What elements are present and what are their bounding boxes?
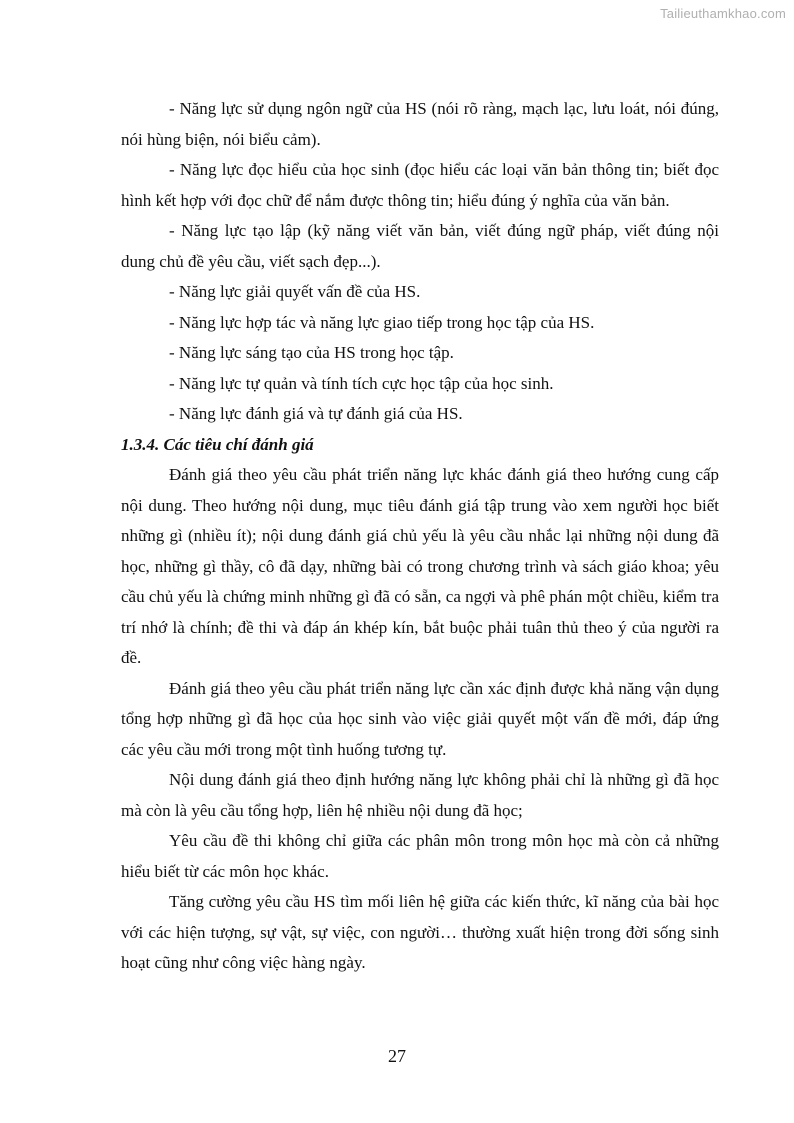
paragraph-content-vs-competence: Đánh giá theo yêu cầu phát triển năng lực khác đánh giá theo hướng cung cấp nội dung. Theo hướng nội dung, mục tiêu đánh giá tập trung vào xem người học biết những gì (nhiều ít); nội dung đánh giá chủ yếu là yêu cầu nhắc lại những nội dung đã học, những gì thầy, cô đã dạy, những bài có trong chương trình và sách giáo khoa; yêu cầu chủ yếu là chứng minh những gì đã có sẵn, ca ngợi và phê phán một chiều, kiểm tra trí nhớ là chính; đề thi và đáp án khép kín, bắt buộc phải tuân thủ theo ý của người ra đề. bbox=[121, 465, 719, 667]
watermark-text: Tailieuthamkhao.com bbox=[660, 6, 786, 21]
paragraph-collaboration: - Năng lực hợp tác và năng lực giao tiếp trong học tập của HS. bbox=[169, 312, 595, 332]
paragraph-assessment-content: Nội dung đánh giá theo định hướng năng lực không phải chỉ là những gì đã học mà còn là yêu cầu tổng hợp, liên hệ nhiều nội dung đã học; bbox=[121, 770, 719, 820]
paragraph-self-management: - Năng lực tự quản và tính tích cực học tập của học sinh. bbox=[169, 373, 554, 393]
paragraph-exam-requirements: Yêu cầu đề thi không chỉ giữa các phân môn trong môn học mà còn cả những hiểu biết từ các môn học khác. bbox=[121, 831, 719, 881]
paragraph-writing-competence: - Năng lực tạo lập (kỹ năng viết văn bản, viết đúng ngữ pháp, viết đúng nội dung chủ đề yêu cầu, viết sạch đẹp...). bbox=[121, 221, 719, 271]
paragraph-language-competence: - Năng lực sử dụng ngôn ngữ của HS (nói rõ ràng, mạch lạc, lưu loát, nói đúng, nói hùng biện, nói biểu cảm). bbox=[121, 99, 719, 149]
paragraph-competence-application: Đánh giá theo yêu cầu phát triển năng lực cần xác định được khả năng vận dụng tổng hợp những gì đã học của học sinh vào việc giải quyết một vấn đề mới, đáp ứng các yêu cầu mới trong một tình huống tương tự. bbox=[121, 678, 719, 759]
paragraph-real-life-connection: Tăng cường yêu cầu HS tìm mối liên hệ giữa các kiến thức, kĩ năng của bài học với các hiện tượng, sự vật, sự việc, con người… thường xuất hiện trong đời sống sinh hoạt cũng như công việc hàng ngày. bbox=[121, 892, 719, 972]
paragraph-creativity: - Năng lực sáng tạo của HS trong học tập. bbox=[169, 343, 454, 362]
paragraph-reading-competence: - Năng lực đọc hiểu của học sinh (đọc hiểu các loại văn bản thông tin; biết đọc hình kết hợp với đọc chữ để nắm được thông tin; hiểu đúng ý nghĩa của văn bản. bbox=[121, 160, 719, 210]
paragraph-problem-solving: - Năng lực giải quyết vấn đề của HS. bbox=[169, 282, 421, 301]
section-heading: 1.3.4. Các tiêu chí đánh giá bbox=[121, 434, 314, 454]
document-body bbox=[121, 94, 719, 979]
page-number: 27 bbox=[388, 1046, 406, 1066]
paragraph-self-assessment: - Năng lực đánh giá và tự đánh giá của HS. bbox=[169, 404, 463, 423]
